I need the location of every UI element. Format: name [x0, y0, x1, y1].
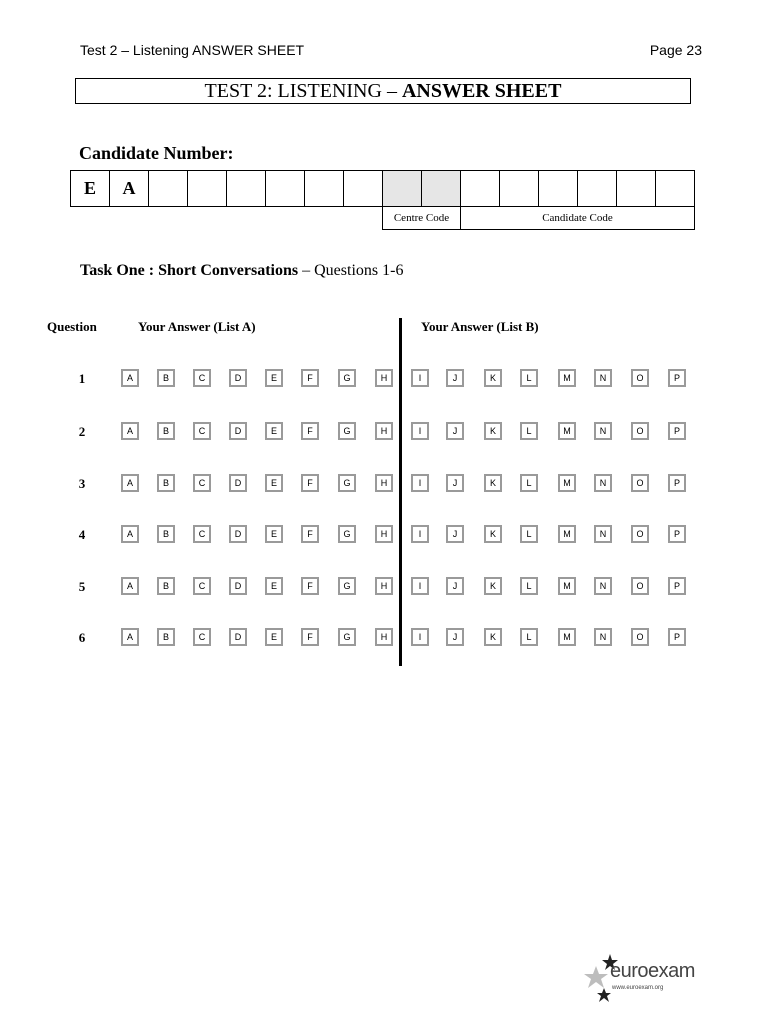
answer-option-box[interactable]: M: [558, 577, 576, 595]
answer-option-box[interactable]: A: [121, 474, 139, 492]
answer-option-box[interactable]: M: [558, 422, 576, 440]
answer-option-box[interactable]: B: [157, 577, 175, 595]
answer-option-box[interactable]: G: [338, 577, 356, 595]
answer-option-box[interactable]: D: [229, 422, 247, 440]
answer-option-box[interactable]: B: [157, 422, 175, 440]
answer-option-box[interactable]: N: [594, 628, 612, 646]
answer-option-box[interactable]: L: [520, 369, 538, 387]
answer-option-box[interactable]: J: [446, 628, 464, 646]
answer-option-box[interactable]: G: [338, 525, 356, 543]
answer-option-box[interactable]: I: [411, 369, 429, 387]
candidate-number-box[interactable]: [305, 171, 344, 207]
list-a-column-header: Your Answer (List A): [138, 319, 256, 334]
answer-option-box[interactable]: A: [121, 369, 139, 387]
question-row: [0, 525, 768, 547]
answer-option-box[interactable]: K: [484, 369, 502, 387]
sheet-title-normal: TEST 2: LISTENING –: [204, 80, 402, 102]
answer-option-box[interactable]: I: [411, 577, 429, 595]
answer-option-box[interactable]: P: [668, 369, 686, 387]
answer-option-box[interactable]: G: [338, 474, 356, 492]
answer-option-box[interactable]: H: [375, 369, 393, 387]
answer-option-box[interactable]: F: [301, 474, 319, 492]
candidate-number-box[interactable]: [461, 171, 500, 207]
answer-option-box[interactable]: C: [193, 422, 211, 440]
answer-option-box[interactable]: H: [375, 628, 393, 646]
answer-option-box[interactable]: K: [484, 577, 502, 595]
question-row: [0, 474, 768, 496]
answer-option-box[interactable]: I: [411, 422, 429, 440]
question-row: [0, 628, 768, 650]
answer-option-box[interactable]: M: [558, 474, 576, 492]
candidate-number-box[interactable]: [422, 171, 461, 207]
answer-option-box[interactable]: J: [446, 577, 464, 595]
answer-option-box[interactable]: E: [265, 525, 283, 543]
answer-option-box[interactable]: D: [229, 628, 247, 646]
answer-option-box[interactable]: N: [594, 422, 612, 440]
answer-option-box[interactable]: I: [411, 628, 429, 646]
centre-code-label: Centre Code: [383, 207, 461, 230]
answer-option-box[interactable]: N: [594, 369, 612, 387]
answer-option-box[interactable]: M: [558, 628, 576, 646]
answer-option-box[interactable]: E: [265, 577, 283, 595]
task-heading: [80, 262, 403, 280]
answer-option-box[interactable]: M: [558, 369, 576, 387]
answer-option-box[interactable]: P: [668, 628, 686, 646]
answer-option-box[interactable]: E: [265, 474, 283, 492]
answer-option-box[interactable]: C: [193, 628, 211, 646]
answer-option-box[interactable]: H: [375, 474, 393, 492]
answer-option-box[interactable]: L: [520, 525, 538, 543]
answer-option-box[interactable]: P: [668, 474, 686, 492]
answer-option-box[interactable]: L: [520, 422, 538, 440]
answer-option-box[interactable]: D: [229, 369, 247, 387]
answer-option-box[interactable]: L: [520, 628, 538, 646]
answer-option-box[interactable]: C: [193, 577, 211, 595]
answer-option-box[interactable]: H: [375, 577, 393, 595]
answer-option-box[interactable]: A: [121, 422, 139, 440]
candidate-number-box[interactable]: [383, 171, 422, 207]
answer-option-box[interactable]: L: [520, 474, 538, 492]
candidate-number-box[interactable]: [188, 171, 227, 207]
answer-option-box[interactable]: A: [121, 525, 139, 543]
answer-option-box[interactable]: K: [484, 525, 502, 543]
candidate-number-box[interactable]: [500, 171, 539, 207]
candidate-code-label: Candidate Code: [461, 207, 695, 230]
answer-option-box[interactable]: G: [338, 628, 356, 646]
question-row: [0, 422, 768, 444]
candidate-number-grid: [70, 170, 695, 230]
answer-option-box[interactable]: O: [631, 525, 649, 543]
logo-url: www.euroexam.org: [612, 985, 664, 991]
question-number: 2: [78, 424, 86, 439]
answer-option-box[interactable]: B: [157, 628, 175, 646]
answer-option-box[interactable]: O: [631, 369, 649, 387]
candidate-number-box[interactable]: [266, 171, 305, 207]
answer-option-box[interactable]: O: [631, 474, 649, 492]
answer-option-box[interactable]: I: [411, 474, 429, 492]
candidate-number-box[interactable]: [344, 171, 383, 207]
question-number: 6: [78, 630, 86, 645]
answer-option-box[interactable]: P: [668, 577, 686, 595]
answer-option-box[interactable]: C: [193, 474, 211, 492]
question-row: [0, 369, 768, 391]
candidate-number-box[interactable]: [227, 171, 266, 207]
answer-option-box[interactable]: E: [265, 422, 283, 440]
sheet-title-bold: ANSWER SHEET: [401, 80, 562, 102]
answer-option-box[interactable]: H: [375, 422, 393, 440]
answer-option-box[interactable]: K: [484, 474, 502, 492]
answer-option-box[interactable]: N: [594, 474, 612, 492]
answer-option-box[interactable]: H: [375, 525, 393, 543]
answer-option-box[interactable]: P: [668, 525, 686, 543]
answer-option-box[interactable]: F: [301, 577, 319, 595]
answer-option-box[interactable]: E: [265, 369, 283, 387]
answer-option-box[interactable]: B: [157, 525, 175, 543]
candidate-number-box[interactable]: [617, 171, 656, 207]
candidate-number-box[interactable]: [578, 171, 617, 207]
answer-option-box[interactable]: C: [193, 525, 211, 543]
question-number: 4: [78, 527, 86, 542]
answer-option-box[interactable]: F: [301, 422, 319, 440]
answer-option-box[interactable]: G: [338, 369, 356, 387]
page-number: Page 23: [649, 42, 702, 58]
answer-option-box[interactable]: N: [594, 577, 612, 595]
question-number: 5: [78, 579, 86, 594]
answer-option-box[interactable]: A: [121, 628, 139, 646]
sheet-title: [75, 78, 691, 104]
answer-option-box[interactable]: O: [631, 577, 649, 595]
answer-option-box[interactable]: I: [411, 525, 429, 543]
answer-option-box[interactable]: D: [229, 577, 247, 595]
answer-option-box[interactable]: J: [446, 422, 464, 440]
answer-option-box[interactable]: F: [301, 369, 319, 387]
answer-option-box[interactable]: O: [631, 628, 649, 646]
candidate-number-box[interactable]: E: [71, 171, 110, 207]
answer-option-box[interactable]: A: [121, 577, 139, 595]
answer-option-box[interactable]: F: [301, 628, 319, 646]
logo-wordmark: euroexam: [610, 960, 695, 982]
question-number: 1: [78, 371, 86, 386]
answer-option-box[interactable]: M: [558, 525, 576, 543]
candidate-number-box[interactable]: [539, 171, 578, 207]
answer-option-box[interactable]: D: [229, 474, 247, 492]
answer-option-box[interactable]: N: [594, 525, 612, 543]
answer-option-box[interactable]: J: [446, 525, 464, 543]
answer-option-box[interactable]: P: [668, 422, 686, 440]
answer-option-box[interactable]: O: [631, 422, 649, 440]
answer-option-box[interactable]: D: [229, 525, 247, 543]
answer-option-box[interactable]: K: [484, 628, 502, 646]
header-title: Test 2 – Listening ANSWER SHEET: [80, 42, 305, 58]
answer-option-box[interactable]: J: [446, 474, 464, 492]
answer-option-box[interactable]: L: [520, 577, 538, 595]
candidate-number-box[interactable]: [656, 171, 695, 207]
answer-option-box[interactable]: B: [157, 369, 175, 387]
euroexam-logo: [584, 952, 704, 1004]
candidate-number-box[interactable]: [149, 171, 188, 207]
answer-option-box[interactable]: B: [157, 474, 175, 492]
question-number: 3: [78, 476, 86, 491]
running-header: [80, 42, 702, 62]
answer-option-box[interactable]: G: [338, 422, 356, 440]
answer-option-box[interactable]: K: [484, 422, 502, 440]
question-row: [0, 577, 768, 599]
list-b-column-header: Your Answer (List B): [421, 319, 539, 334]
answer-option-box[interactable]: F: [301, 525, 319, 543]
question-column-header: Question: [47, 319, 97, 334]
task-heading-normal: – Questions 1-6: [298, 262, 404, 279]
candidate-number-box[interactable]: A: [110, 171, 149, 207]
candidate-number-label: Candidate Number:: [79, 143, 234, 163]
answer-option-box[interactable]: J: [446, 369, 464, 387]
task-heading-bold: Task One : Short Conversations: [80, 262, 299, 279]
answer-option-box[interactable]: C: [193, 369, 211, 387]
answer-option-box[interactable]: E: [265, 628, 283, 646]
